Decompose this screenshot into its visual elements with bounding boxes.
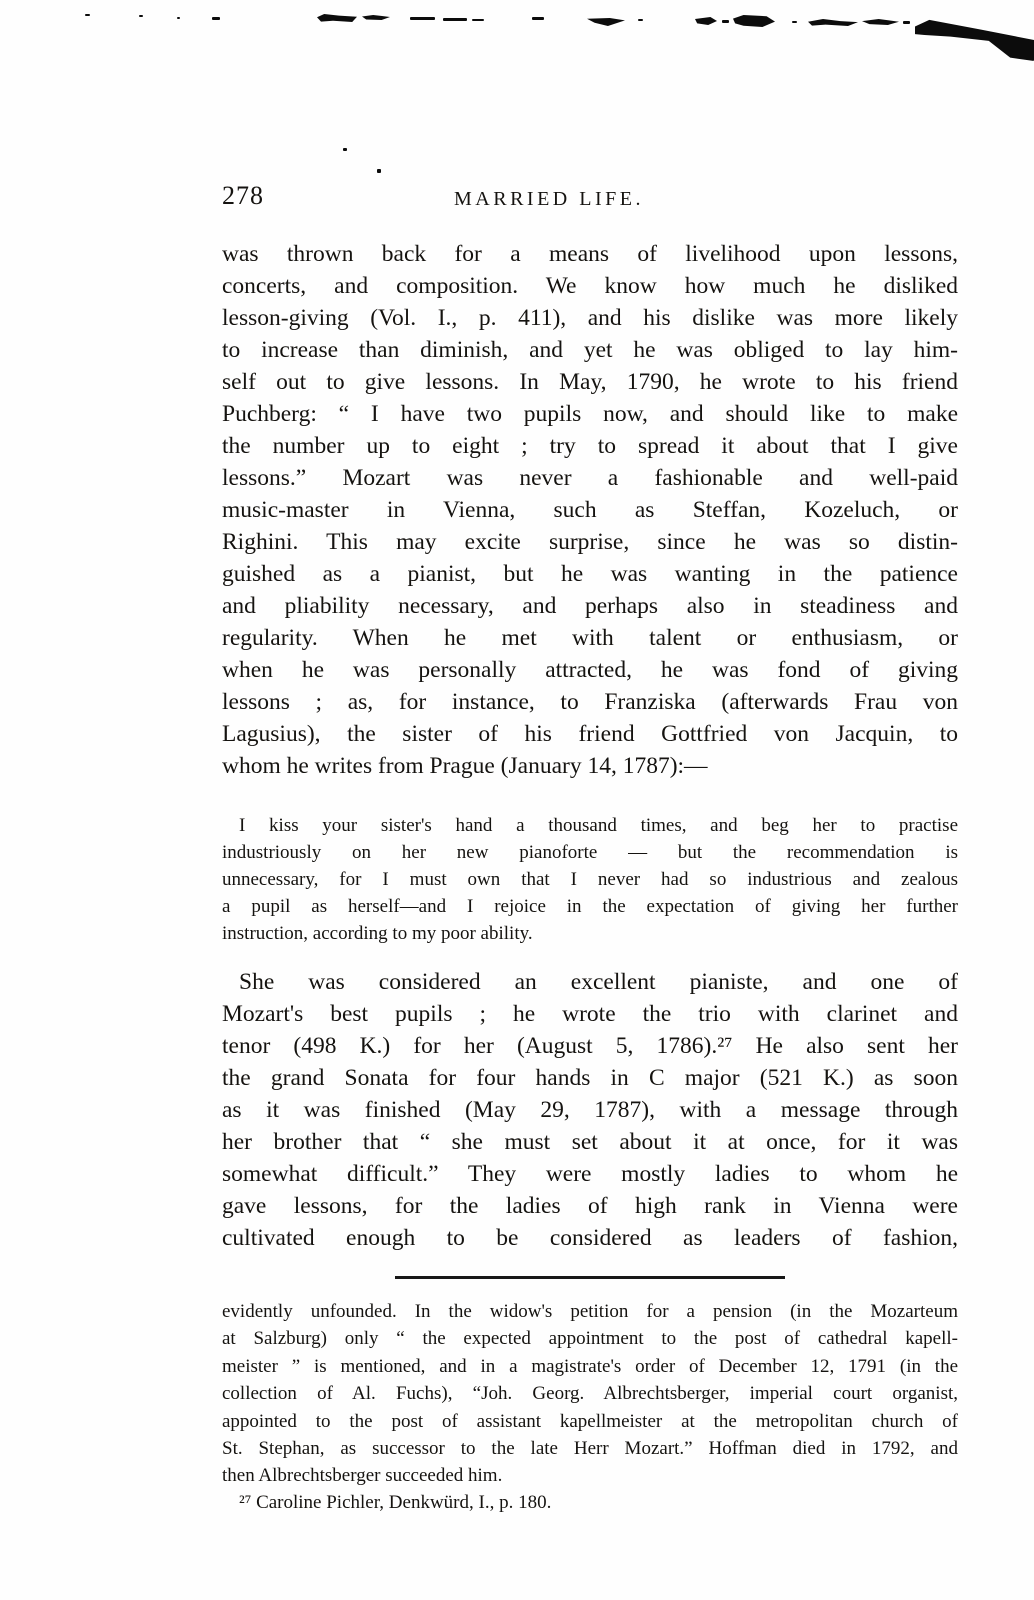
text-line: music-master in Vienna, such as Steffan, Kozeluch, or [222, 497, 958, 523]
text-line: I kiss your sister's hand a thousand times, and beg her to practise [239, 815, 958, 836]
text-line: evidently unfounded. In the widow's petition for a pension (in the Mozarteum [222, 1301, 958, 1322]
scan-artifact [532, 17, 544, 20]
text-line: lesson-giving (Vol. I., p. 411), and his dislike was more likely [222, 305, 958, 331]
scan-artifact [343, 148, 347, 151]
scan-artifact [85, 14, 90, 16]
text-line: at Salzburg) only “ the expected appointment to the post of cathedral kapell- [222, 1328, 958, 1350]
text-line: Mozart's best pupils ; he wrote the trio with clarinet and [222, 1001, 958, 1027]
text-line: appointed to the post of assistant kapellmeister at the metropolitan church of [222, 1410, 958, 1432]
text-line: somewhat difficult.” They were mostly ladies to whom he [222, 1161, 958, 1187]
text-line: Righini. This may excite surprise, since he was so distin- [222, 529, 958, 555]
text-line: Puchberg: “ I have two pupils now, and should like to make [222, 401, 958, 427]
text-line: unnecessary, for I must own that I never had so industrious and zealous [222, 869, 958, 890]
text-line: and pliability necessary, and perhaps also in steadiness and [222, 593, 958, 619]
text-line: concerts, and composition. We know how much he disliked [222, 273, 958, 299]
scan-artifact [808, 19, 858, 26]
scan-artifact [443, 18, 467, 21]
text-line: to increase than diminish, and yet he was obliged to lay him- [222, 337, 958, 363]
text-line: guished as a pianist, but he was wanting in the patience [222, 561, 958, 587]
text-line: was thrown back for a means of livelihood upon lessons, [222, 241, 958, 267]
footnote-rule [395, 1276, 785, 1279]
scan-artifact [362, 15, 390, 20]
scan-artifact [587, 18, 625, 26]
scan-artifact [177, 17, 180, 19]
scan-artifact [792, 21, 797, 23]
text-line: the grand Sonata for four hands in C major (521 K.) as soon [222, 1065, 958, 1091]
body-paragraph-1 [222, 238, 958, 782]
text-line: self out to give lessons. In May, 1790, he wrote to his friend [222, 369, 958, 395]
text-line: her brother that “ she must set about it at once, for it was [222, 1129, 958, 1155]
text-line: St. Stephan, as successor to the late Herr Mozart.” Hoffman died in 1792, and [222, 1437, 958, 1459]
text-line: then Albrechtsberger succeeded him. [222, 1465, 503, 1487]
text-line: She was considered an excellent pianiste, and one of [239, 969, 958, 995]
text-line: meister ” is mentioned, and in a magistrate's order of December 12, 1791 (in the [222, 1355, 958, 1377]
scan-artifact [722, 20, 729, 23]
text-line: the number up to eight ; try to spread it about that I give [222, 433, 958, 459]
scan-artifact [733, 15, 775, 27]
text-line: cultivated enough to be considered as leaders of fashion, [222, 1225, 958, 1251]
text-line: lessons ; as, for instance, to Franziska (afterwards Frau von [222, 689, 958, 715]
letter-quote [222, 812, 958, 947]
text-line: when he was personally attracted, he was fond of giving [222, 657, 958, 683]
footnote-27 [222, 1489, 958, 1516]
scan-artifact [317, 14, 357, 22]
scan-artifact [903, 21, 910, 24]
footnote-continuation [222, 1298, 958, 1490]
page-number: 278 [222, 181, 264, 210]
text-line: instruction, according to my poor ability. [222, 923, 533, 944]
text-line: lessons.” Mozart was never a fashionable and well-paid [222, 465, 958, 491]
scan-artifact [472, 19, 484, 21]
text-line: as it was finished (May 29, 1787), with a message through [222, 1097, 958, 1123]
scan-artifact [139, 15, 143, 17]
scan-artifact [638, 19, 643, 21]
text-line: tenor (498 K.) for her (August 5, 1786).²⁷ He also sent her [222, 1033, 958, 1059]
scan-artifact [862, 19, 899, 25]
text-line: gave lessons, for the ladies of high rank in Vienna were [222, 1193, 958, 1219]
scan-artifact [212, 17, 220, 20]
scan-artifact [377, 169, 381, 173]
text-line: industriously on her new pianoforte — but the recommendation is [222, 842, 958, 863]
running-header: MARRIED LIFE. [454, 188, 644, 210]
scan-artifact [410, 17, 435, 20]
text-line: ²⁷ Caroline Pichler, Denkwürd, I., p. 180. [239, 1492, 552, 1513]
text-line: whom he writes from Prague (January 14, 1787):— [222, 753, 708, 779]
text-line: a pupil as herself—and I rejoice in the expectation of giving her further [222, 896, 958, 917]
scan-artifact [915, 19, 1034, 61]
text-line: Lagusius), the sister of his friend Gottfried von Jacquin, to [222, 721, 958, 747]
text-line: collection of Al. Fuchs), “Joh. Georg. Albrechtsberger, imperial court organist, [222, 1383, 958, 1405]
text-line: regularity. When he met with talent or enthusiasm, or [222, 625, 958, 651]
scan-artifact [695, 17, 717, 25]
body-paragraph-2 [222, 966, 958, 1254]
